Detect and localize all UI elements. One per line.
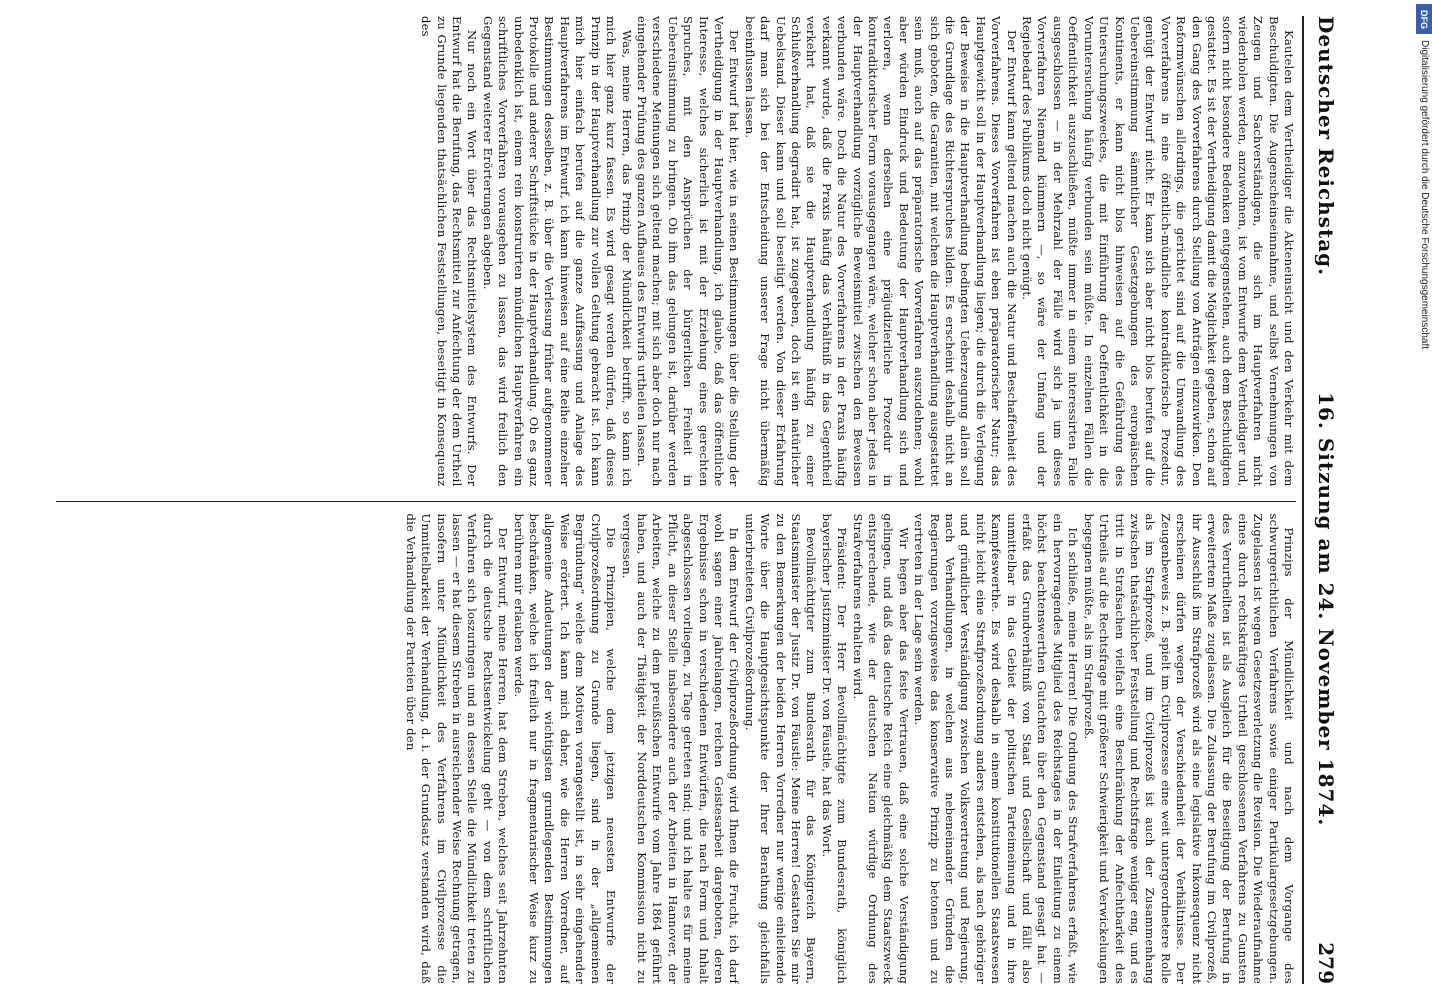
paragraph: Nur noch ein Wort über das Rechtsmittelsystem des Entwurfs. Der Entwurf hat die Berufung, das Rechtsmittel zur Anfechtung der dem Urtheil zu Grunde liegenden thatsächlichen Feststellungen, beseitigt in Konsequenz des	[419, 16, 480, 487]
paragraph: Die Prinzipien, welche dem jetzigen neuesten Entwurfe der Civilprozeßordnung zu Grunde liegen, sind in der „allgemeinen Begründung“ welche dem Motiven vorangestellt ist, in sehr eingehender Weise erörtert. Ich kann mich daher, wie die Herren Vorredner, auf allgemeine Andeutungen der wichtigsten grundlegenden Bestimmungen beschränken, welche ich freilich nur in fragmentarischer Weise kurz zu berühren mir erlauben werde.	[511, 513, 619, 984]
paragraph: Was, meine Herren, das Prinzip der Mündlichkeit betrifft, so kann ich mich hier ganz kurz fassen. Es wird gesagt werden dürfen, daß dieses Prinzip in der Hauptverhandlung zur vollen Geltung gebracht ist. Ich kann mich hier einfach berufen auf die ganze Auffassung und Anlage des Hauptverfahrens im Entwurf, ich kann hinweisen auf eine Reihe einzelner Bestimmungen desselben, z. B. über die Verlesung früher aufgenommener Protokolle und anderer Schriftstücke in der Hauptverhandlung. Ob es ganz unbedenklich ist, einem rein konstruirten mündlichen Hauptverfahren ein schriftliches Vorverfahren vorausgehen zu lassen, das wird freilich den Gegenstand weiterer Erörterungen abgeben.	[480, 16, 634, 487]
paragraph: Der Entwurf kann geltend machen auch die Natur und Beschaffenheit des Vorverfahrens. Dieses Vorverfahren ist eben präparatorischer Natur; das Hauptgewicht soll in der Hauptverhandlung liegen; die durch die Verlegung der Beweise in die Hauptverhandlung bedingten Ueberzeugung allein soll die Grundlage des Richterspruches bilden. Es erscheint deshalb nicht an sich geboten, die Garantien, mit welchen die Hauptverhandlung ausgestattet sein muß, auch auf das präparatorische Vorverfahren auszudehnen; wohl aber würden Eindruck und Bedeutung der Hauptverhandlung sich und verloren, wenn derselben eine präjudizierliche Prozedur in kontradiktorischer Form vorausgegangen wäre, welcher schon aber jedes in der Hauptverhandlung vorzügliche Beweismittel zwischen den Beweisen verbunden wäre. Doch die Natur des Vorverfahrens in der Praxis häufig verkannt wurde, daß die Praxis häufig das Verhältniß in das Gegentheil verkehrt hat, daß sie die Hauptverhandlung häufig zu einer Schlußverhandlung degradirt hat, ist zugegeben, doch ist ein natürlicher Uebelstand. Dieser kann und soll beseitigt werden. Von dieser Erfahrung darf man sich bei der Entscheidung unserer Frage nicht übermäßig beeinflussen lassen.	[742, 16, 1019, 487]
digitization-credit: Digitalisierung gefördert durch die Deutsche Forschungsgemeinschaft	[1419, 40, 1430, 350]
paragraph: Der Entwurf, meine Herren, hat dem Streben, welches seit Jahrzehnten durch die deutsche Rechtsentwickelung geht — von dem schriftlichen Verfahren sich loszuringen und an dessen Stelle die Mündlichkeit treten zu lassen — er hat diesem Streben in ausreichender Weise Rechnung getragen, insofern unter Mündlichkeit des Verfahrens im Civilprozesse die Unmittelbarkeit der Verhandlung, d. i. der Grundsatz verstanden wird, daß die Verhandlung der Parteien über den	[403, 513, 511, 984]
dfg-logo: DFG	[1416, 4, 1432, 34]
publication-title: Deutscher Reichstag.	[1314, 16, 1338, 277]
column-left	[56, 16, 1296, 487]
paragraph: Bevollmächtigter zum Bundesrath für das Königreich Bayern, Staatsminister der Justiz Dr. von Fäustle: Meine Herren! Gestatten Sie mir zu den Bemerkungen der beiden Herren Vorredner nur wenige einleitende Worte über die Hauptgesichtspunkte der Ihrer Berathung gleichfalls unterbreiteten Civilprozeßordnung.	[742, 513, 819, 984]
paragraph: Kautelen dem Vertheidiger die Akteneinsicht und den Verkehr mit dem Beschuldigten. Die Augenscheinseinnahme, und selbst Vernehmungen von Zeugen und Sachverständigen, die sich im Hauptverfahren nicht wiederholen werden, anzuwohnen, ist vom Entwurfe dem Vertheidiger und, sofern nicht besondere Bedenken entgegenstehen, auch dem Beschuldigten gestattet. Es ist der Vertheidigung damit die Möglichkeit gegeben, schon auf den Gang des Vorverfahrens durch Stellung von Anträgen einzuwirken. Den Reformwünschen allerdings, die gerichtet sind auf die Umwandlung des Vorverfahrens in eine öffentlich-mündliche kontradiktorische Prozedur, genügt der Entwurf nicht. Er kann sich aber nicht blos berufen auf die Uebereinstimmung sämmtlicher Gesetzgebungen des europäischen Kontinents, er kann nicht blos hinweisen auf die Gefährdung des Untersuchungszweckes, die mit Einführung der Oeffentlichkeit in die Voruntersuchung häufig verbunden sein müßte. In einzelnen Fällen die Oeffentlichkeit auszuschließen, müßte immer in einem interessirten Falle ausgeschlossen — in der Mehrzahl der Fälle wird sich ja um dieses Vorverfahren Niemand kümmern —, so wäre der Umfang und der Regiebedarf des Publikums doch nicht genügt.	[1020, 16, 1296, 487]
page-header	[1302, 16, 1348, 984]
paragraph: Prinzips der Mündlichkeit und nach dem Vorgange des schwurgerichtlichen Verfahrens sowie einiger Partikulargesetzgebungen. Zugelassen ist wegen Gesetzesverletzung die Revision. Die Wiederaufnahme eines durch rechtskräftiges Urtheil geschlossenen Verfahrens zu Gunsten des Verurtheilten ist als Ausgleich für die Beseitigung der Berufung in erweitertem Maße zugelassen. Die Zulassung der Berufung im Civilprozeß, ihr Ausschluß im Strafprozeß wird als eine legislative Inkonsequenz nicht erscheinen dürfen wegen der Verschiedenheit der Verhältnisse. Der Zeugenbeweis z. B. spielt im Civilprozesse eine weit untergeordnetere Rolle als im Strafprozeß, und im Civilprozeß ist auch der Zusammenhang zwischen thatsächlicher Feststellung und Rechtsfrage weniger eng, und es tritt in Strafsachen vielfach eine Beschränkung der Anfechtbarkeit des Urtheils auf die Rechtsfrage mit größerer Schwierigkeit und Verwickelungen begegnen müßte, als im Strafprozeß.	[1081, 513, 1296, 984]
column-right	[56, 501, 1296, 985]
paragraph: In dem Entwurf der Civilprozeßordnung wird Ihnen die Frucht, ich darf wohl sagen einer jahrelangen, reichen Geistesarbeit dargeboten, deren Ergebnisse schon in verschiedenen Entwürfen, die nach Form und Inhalt abgeschlossen vorliegen, zu Tage getreten sind; und ich halte es für meine Pflicht, an dieser Stelle insbesondere auch der Arbeiten in Hannover, der Arbeiten, welche zu dem preußischen Entwurfe vom Jahre 1864 geführt haben, und auch der Thätigkeit der Norddeutschen Kommission nicht zu vergessen.	[619, 513, 742, 984]
paragraph-president: Präsident: Der Herr Bevollmächtigte zum Bundesrath, königlich bayerischer Justizminister Dr. von Fäustle, hat das Wort.	[819, 513, 850, 984]
scanned-page	[48, 16, 1348, 984]
text-columns	[56, 16, 1296, 984]
page-number: 279	[1314, 942, 1338, 984]
paragraph: Wir hegen aber das feste Vertrauen, daß eine solche Verständigung gelingen, und daß das deutsche Reich eine gleichmäßig dem Staatszweck entsprechende, wie der deutschen Nation würdige Ordnung des Strafverfahrens erhalten wird.	[850, 513, 911, 984]
session-date: 16. Sitzung am 24. November 1874.	[1314, 392, 1338, 827]
rotated-page-content	[48, 16, 1348, 984]
paragraph: Ich schließe, meine Herren! Die Ordnung des Strafverfahrens erfaßt, wie ein hervorragendes Mitglied des Reichstages in der Einleitung zu einem höchst beachtenswerthen Gutachten über den Gegenstand gesagt hat — erfaßt das Grundverhältniß von Staat und Gesellschaft und fällt also unmittelbar in das Gebiet der politischen Parteimeinung und in ihre Kampfeswerthe. Es wird deshalb in einem konstitutionellen Staatswesen nicht leicht eine Strafprozeßordnung anders entstehen, als nach gehöriger und gründlicher Verständigung zwischen Volksvertretung und Regierung, nach Verhandlungen, in welchen aus nebeneinander Gründen die Regierungen vorzugsweise das konservative Prinzip zu betonen und zu vertreten in der Lage sein werden.	[912, 513, 1081, 984]
paragraph: Der Entwurf hat hier, wie in seinen Bestimmungen über die Stellung der Vertheidigung in der Hauptverhandlung, ich glaube, daß das öffentliche Interesse, welches sicherlich ist mit der Erziehung eines gerechten Spruches, mit den Ansprüchen der bürgerlichen Freiheit in Uebereinstimmung zu bringen. Ob ihm das gelungen ist, darüber werden verschiedene Meinungen sich geltend machen; mit sich aber doch nur nach eingehender Prüfung des ganzen Aufbaues des Entwurfs urtheilen lassen.	[634, 16, 742, 487]
